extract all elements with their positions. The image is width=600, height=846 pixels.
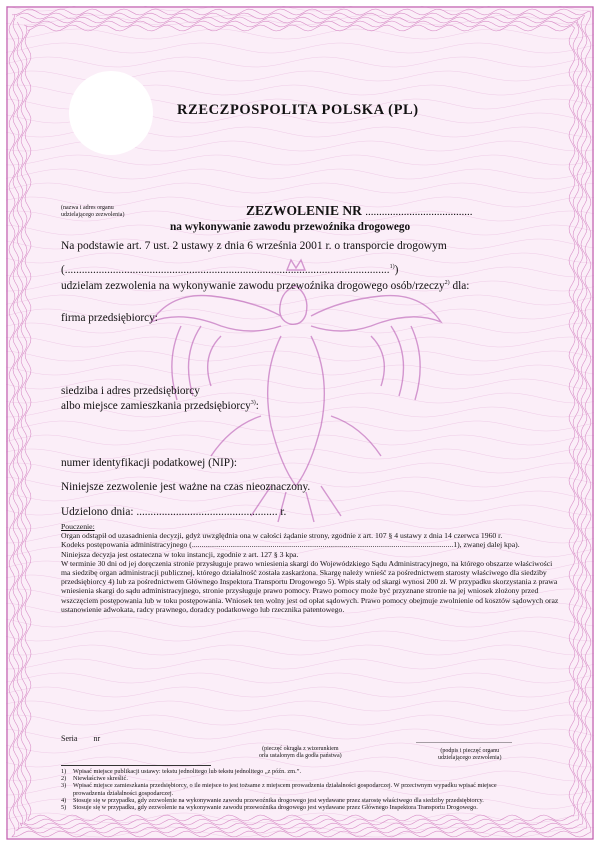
footnote-ref-3: 3) xyxy=(250,400,256,407)
kpa-publication-field: ........................................................................................................................................ xyxy=(191,540,454,550)
footnote-text: Stosuje się w przypadku, gdy zezwolenie na wykonywanie zawodu przewoźnika drogowego jest wydawane przez Głównego Inspektora Transportu Drogowego. xyxy=(73,804,478,812)
footnote-item xyxy=(61,797,561,804)
issuer-note-line2: udzielającego zezwolenia) xyxy=(61,212,125,218)
footnotes-list xyxy=(61,768,561,811)
address-colon: : xyxy=(255,400,259,412)
grant-statement: udzielam zezwolenia na wykonywanie zawodu przewoźnika drogowego osób/rzeczy xyxy=(61,280,445,292)
address-label-text: albo miejsce zamieszkania przedsiębiorcy xyxy=(61,400,251,412)
legal-basis-line1: Na podstawie art. 7 ust. 2 ustawy z dnia 6 września 2001 r. o transporcie drogowym xyxy=(61,240,447,252)
footnote-number: 2) xyxy=(61,775,67,783)
footnote-ref-2: 2) xyxy=(444,280,450,287)
address-label-line1: siedziba i adres przedsiębiorcy xyxy=(61,385,200,397)
footnote-number: 3) xyxy=(61,782,67,790)
granted-date-field: .................................................. xyxy=(136,506,278,518)
footnote-divider xyxy=(61,765,211,766)
series-label: Seria xyxy=(61,734,78,743)
legal-basis-line3 xyxy=(61,280,469,292)
kpa-intro: Kodeks postępowania administracyjnego ( xyxy=(61,540,192,550)
issuer-note-line1: (nazwa i adres organu xyxy=(61,205,114,211)
seal-placeholder xyxy=(69,71,153,155)
kpa-outro: 1), zwanej dalej kpa). xyxy=(453,540,520,550)
instruction-paragraph-4: W terminie 30 dni od jej doręczenia stronie przysługuje prawo wniesienia skargi do Wojewódzkiego Sądu Administracyjnego, na którego obszarze właściwości ma siedzibę organ administracji publicznej, którego działalność została zaskarżona. Skargę należy wnieść za pośrednictwem starosty właściwego dla siedziby przedsiębiorcy 4) lub za pośrednictwem Głównego Inspektora Transportu Drogowego 5). Wpis stały od skargi wynosi 200 zł. W przypadku skorzystania z prawa wniesienia skargi do sądu administracyjnego, stronie przysługuje prawo pomocy. Prawo pomocy może być przyznane stronie na jej wniosek złożony przed wszczęciem postępowania lub w toku postępowania. Wniosek ten wolny jest od opłat sądowych. Prawo pomocy obejmuje zwolnienie od kosztów sądowych oraz ustanowienie adwokata, radcy prawnego, doradcy podatkowego lub rzecznika patentowego. xyxy=(61,558,559,614)
granted-date-label: Udzielono dnia: xyxy=(61,506,134,518)
legal-basis-line2 xyxy=(61,264,398,276)
document-subtitle: na wykonywanie zawodu przewoźnika drogowego xyxy=(170,221,411,233)
footnote-item xyxy=(61,782,561,789)
grant-for-label: dla: xyxy=(449,280,470,292)
instruction-paragraph-3: Niniejsza decyzja jest ostateczna w toku instancji, zgodnie z art. 127 § 3 kpa. xyxy=(61,549,299,559)
stamp-caption-line1: (pieczęć okrągła z wizerunkiem xyxy=(262,746,339,752)
validity-statement: Niniejsze zezwolenie jest ważne na czas nieoznaczony. xyxy=(61,481,311,493)
permit-document xyxy=(6,6,594,840)
document-title xyxy=(246,203,473,219)
footnote-text: Niewłaściwe skreślić. xyxy=(73,775,128,783)
signature-caption xyxy=(438,748,501,762)
publication-field: ................................................................................................................... xyxy=(64,264,390,276)
nip-label: numer identyfikacji podatkowej (NIP): xyxy=(61,457,237,469)
country-heading: RZECZPOSPOLITA POLSKA (PL) xyxy=(177,102,419,118)
footnote-number: 4) xyxy=(61,796,67,804)
series-number-line xyxy=(61,735,100,743)
footnote-ref-1: 1) xyxy=(389,264,395,271)
signature-caption-line1: (podpis i pieczęć organu xyxy=(440,748,500,754)
stamp-caption xyxy=(259,746,342,760)
instruction-paragraph-2 xyxy=(61,540,561,549)
footnote-text: Wpisać miejsce publikacji ustawy: tekstu jednolitego lub tekstu jednolitego „z późn. zm.”. xyxy=(73,768,302,775)
signature-caption-line2: udzielającego zezwolenia) xyxy=(438,755,502,761)
paren-open: ( xyxy=(61,264,65,276)
footnote-item xyxy=(61,768,561,775)
title-main: ZEZWOLENIE NR xyxy=(246,203,362,218)
signature-field: ................................................ xyxy=(416,736,512,745)
footnote-text: Wpisać miejsce zamieszkania przedsiębiorcy, o ile miejsce to jest tożsame z miejscem prowadzenia działalności gospodarczej. W przeciwnym wypadku wpisać miejsce xyxy=(73,782,497,790)
company-label: firma przedsiębiorcy: xyxy=(61,312,158,324)
instruction-section xyxy=(61,522,561,614)
stamp-caption-line2: orła ustalonym dla godła państwa) xyxy=(259,753,342,759)
footnote-item xyxy=(61,804,561,811)
instruction-paragraph-1: Organ odstąpił od uzasadnienia decyzji, gdyż uwzględnia ona w całości żądanie strony, zgodnie z art. 107 § 4 ustawy z dnia 14 czerwca 1960 r. xyxy=(61,531,503,541)
footnote-item xyxy=(61,775,561,782)
permit-number-field: ....................................... xyxy=(365,206,473,218)
number-label: nr xyxy=(93,734,101,743)
paren-close: ) xyxy=(394,264,399,276)
footnote-item xyxy=(61,790,561,797)
granted-year-suffix: r. xyxy=(280,506,287,518)
footnote-text: prowadzenia działalności gospodarczej. xyxy=(73,789,174,797)
footnote-number: 1) xyxy=(61,768,67,775)
footnote-text: Stosuje się w przypadku, gdy zezwolenie na wykonywanie zawodu przewoźnika drogowego jest wydawane przez starostę właściwego dla siedziby przedsiębiorcy. xyxy=(73,796,484,804)
instruction-heading: Pouczenie: xyxy=(61,522,95,531)
address-label-line2 xyxy=(61,400,259,412)
footnote-number: 5) xyxy=(61,804,67,812)
granted-date-line xyxy=(61,506,286,518)
